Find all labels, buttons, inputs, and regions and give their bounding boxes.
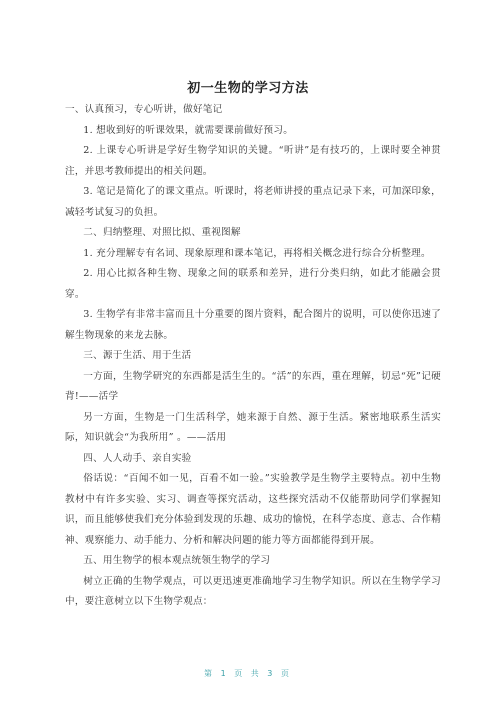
section-1-heading: 一、认真预习，专心听讲，做好笔记 (65, 104, 223, 115)
document-body (65, 100, 441, 613)
section-1-paragraph-2: 2. 上课专心听讲是学好生物学知识的关键。“听讲”是有技巧的，上课时要全神贯注，并思考教师提出的相关问题。 (65, 145, 441, 177)
section-3-paragraph-1: 一方面，生物学研究的东西都是活生生的。“活”的东西，重在理解，切忌“死”记硬背!——活学 (65, 370, 441, 402)
section-2-heading: 二、归纳整理、对照比拟、重视图解 (83, 227, 241, 238)
section-2-paragraph-3: 3. 生物学有非常丰富而且十分重要的图片资料，配合图片的说明，可以使你迅速了解生物现象的来龙去脉。 (65, 309, 441, 341)
document-title: 初一生物的学习方法 (187, 81, 309, 96)
section-4-paragraph-1: 俗话说：“百闻不如一见，百看不如一验。”实验教学是生物学主要特点。初中生物教材中有许多实验、实习、调查等探究活动，这些探究活动不仅能帮助同学们掌握知识，而且能够使我们充分体验到发现的乐趣、成功的愉悦，在科学态度、意志、合作精神、观察能力、动手能力、分析和解决问题的能力等方面都能得到开展。 (65, 473, 441, 546)
page-number-footer: 第 1 页 共 3 页 (204, 669, 292, 678)
section-1-paragraph-3: 3. 笔记是简化了的课文重点。听课时，将老师讲授的重点记录下来，可加深印象，减轻考试复习的负担。 (65, 186, 441, 218)
section-3-heading: 三、源于生活、用于生活 (83, 350, 192, 361)
section-2-paragraph-2: 2. 用心比拟各种生物、现象之间的联系和差异，进行分类归纳，如此才能融会贯穿。 (65, 268, 441, 300)
section-2-paragraph-1: 1. 充分理解专有名词、现象原理和课本笔记，再将相关概念进行综合分析整理。 (83, 247, 431, 259)
section-5-heading: 五、用生物学的根本观点统领生物学的学习 (83, 555, 271, 566)
section-3-paragraph-2: 另一方面，生物是一门生活科学，她来源于自然、源于生活。紧密地联系生活实际，知识就会“为我所用” 。——活用 (65, 411, 441, 443)
section-5-paragraph-1: 树立正确的生物学观点，可以更迅速更准确地学习生物学知识。所以在生物学学习中，要注意树立以下生物学观点： (65, 575, 441, 607)
section-1-paragraph-1: 1. 想收到好的听课效果，就需要课前做好预习。 (83, 124, 294, 136)
section-4-heading: 四、人人动手、亲自实验 (83, 452, 192, 464)
